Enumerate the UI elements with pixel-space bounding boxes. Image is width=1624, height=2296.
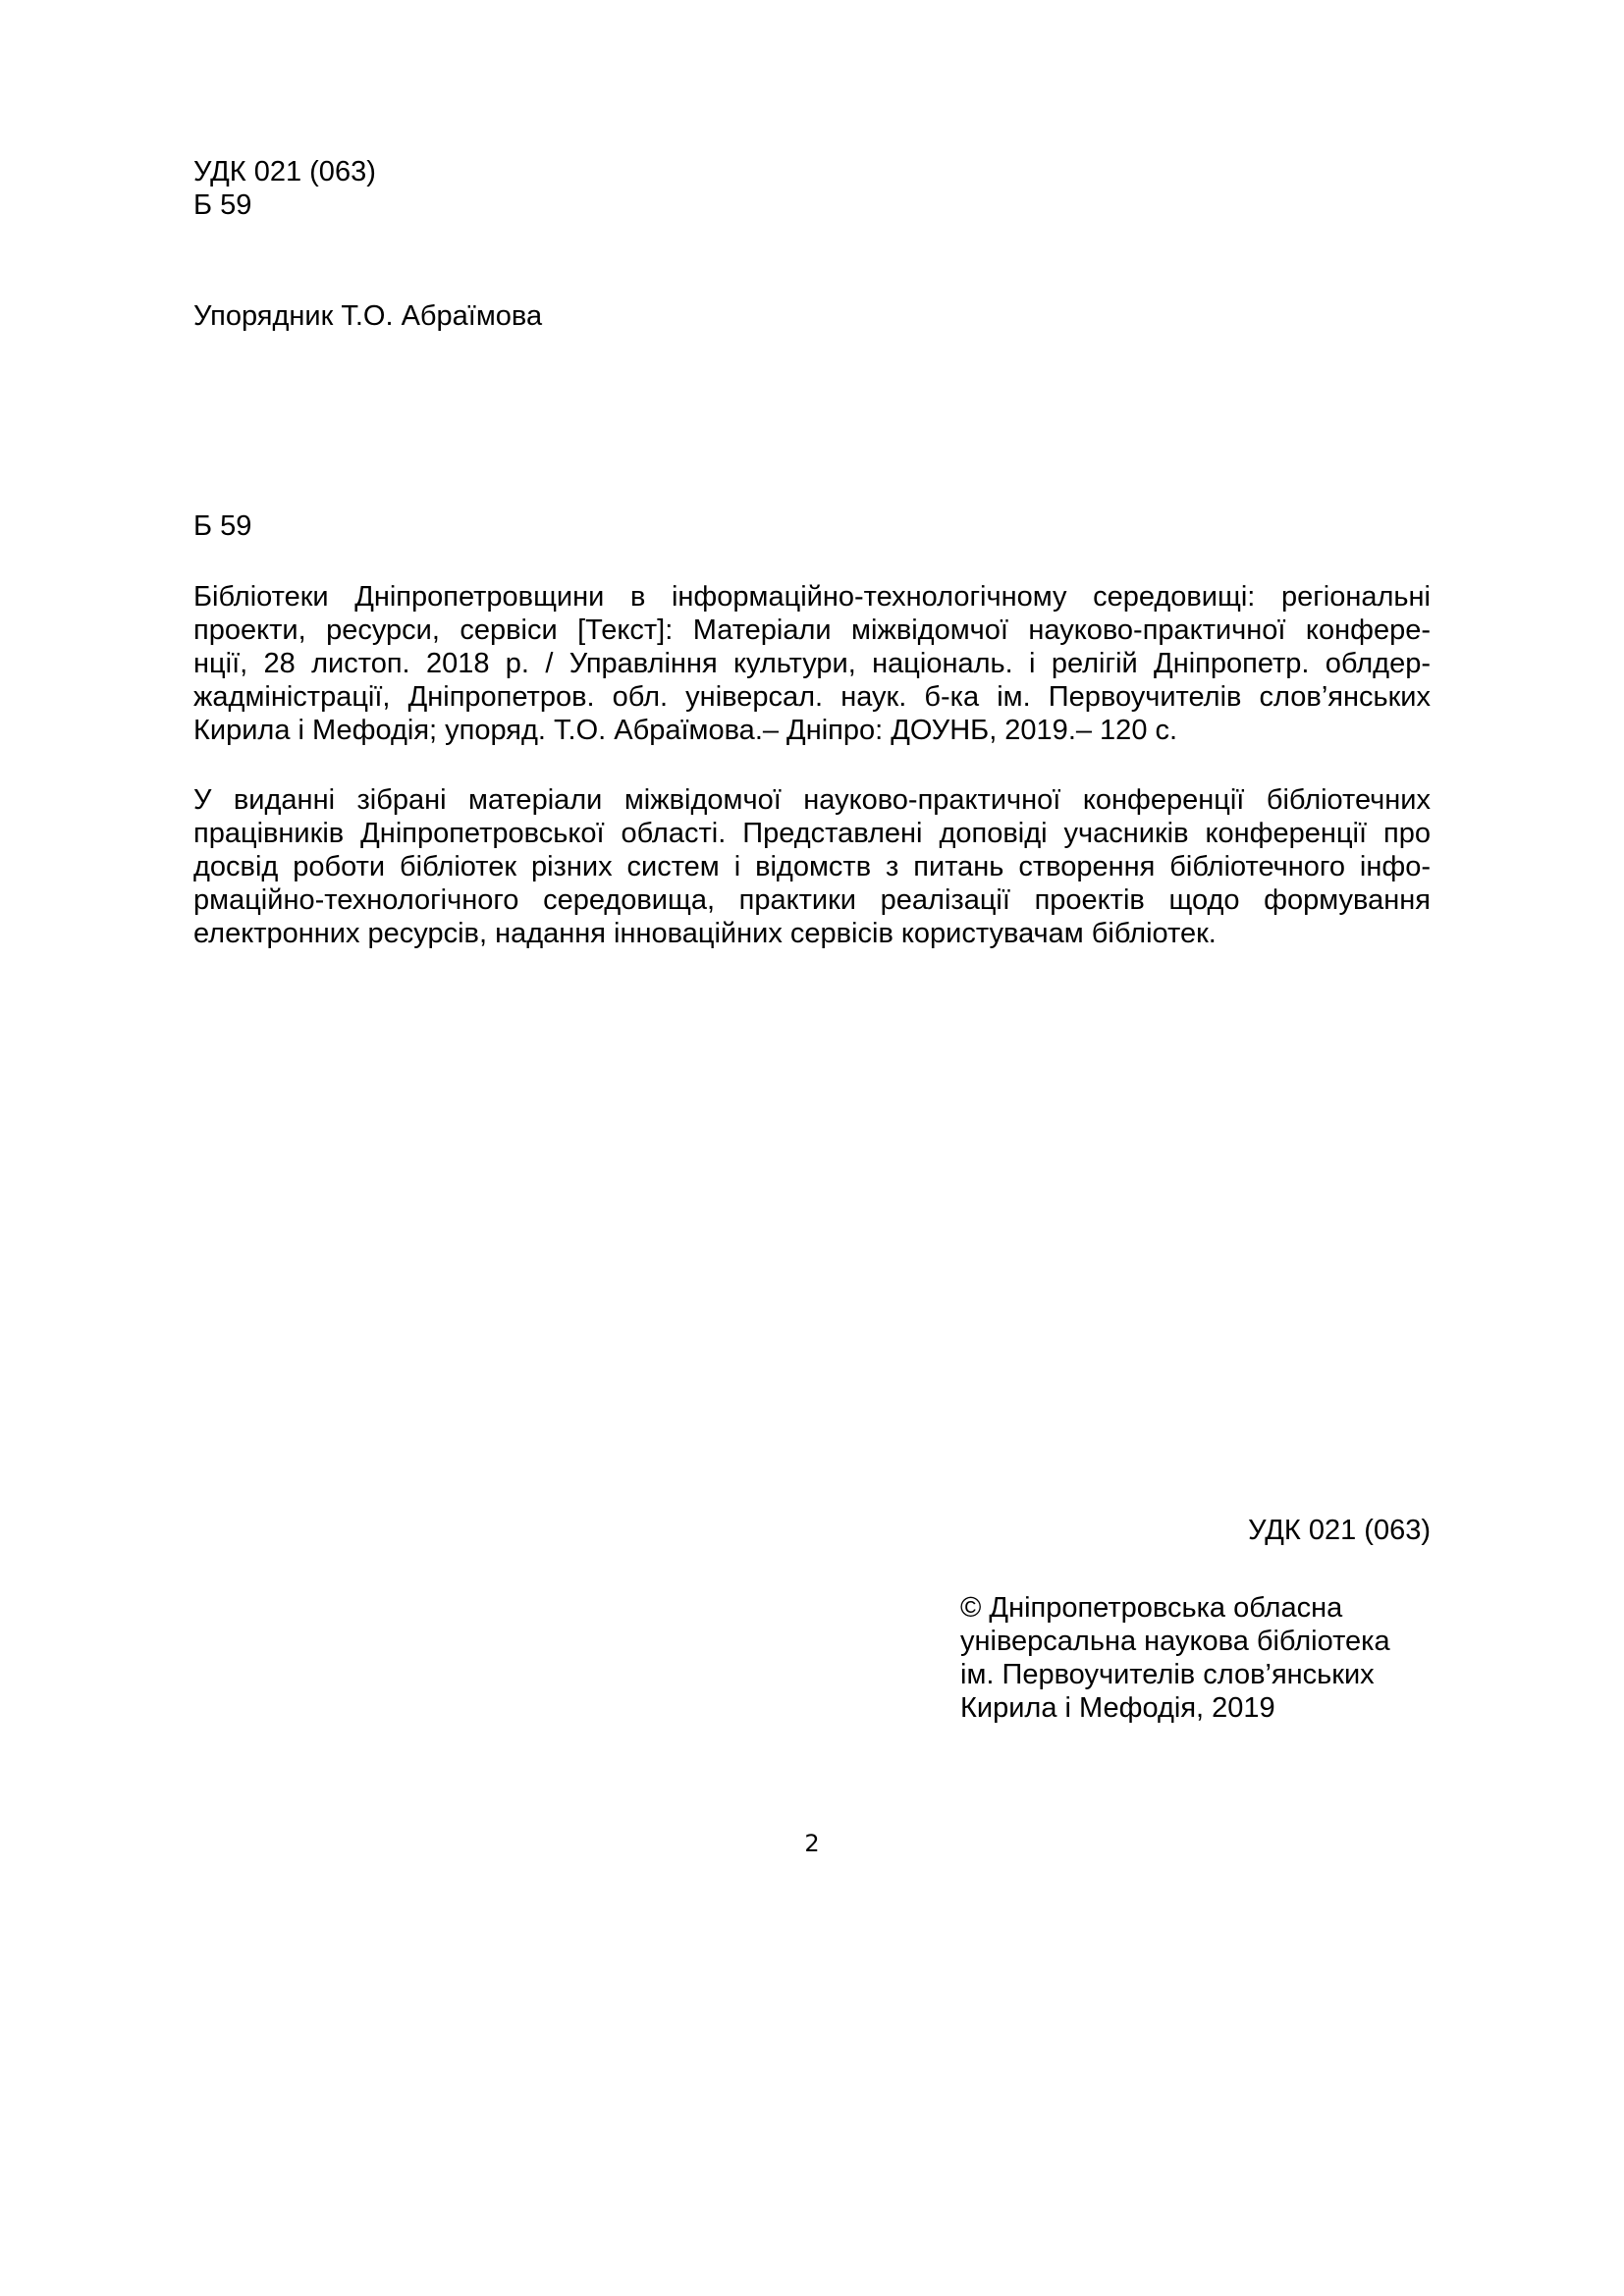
copyright-line: універсальна наукова бібліотека [960,1626,1390,1657]
bibliographic-line: Кирила і Мефодія; упоряд. Т.О. Абраїмова.– Дніпро: ДОУНБ, 2019.– 120 с. [193,715,1178,746]
compiler-text: Упорядник Т.О. Абраїмова [193,300,543,332]
udk-footer [1248,1514,1431,1547]
bibliographic-line: нції, 28 листоп. 2018 р. / Управління культури, національ. і релігій Дніпропетр. облдер- [193,648,1431,679]
udk-code: УДК 021 (063) [193,156,376,187]
annotation-line: У виданні зібрані матеріали міжвідомчої науково-практичної конференції бібліотечних [193,784,1431,816]
copyright-line: ім. Первоучителів слов’янських [960,1659,1375,1690]
compiler-line [193,299,1431,333]
bibliographic-description [193,580,1431,747]
bibliographic-line: Бібліотеки Дніпропетровщини в інформаційно-технологічному середовищі: регіональні [193,581,1431,613]
page-number [0,1827,1624,1860]
copyright-line: Кирила і Мефодія, 2019 [960,1692,1275,1724]
annotation [193,783,1431,950]
bibliographic-line: проекти, ресурси, сервіси [Текст]: Матеріали міжвідомчої науково-практичної конфере- [193,614,1431,646]
page-number-text: 2 [804,1830,820,1857]
annotation-line: рмаційно-технологічного середовища, практики реалізації проектів щодо формування [193,884,1431,916]
bibliographic-line: жадміністрації, Дніпропетров. обл. універсал. наук. б-ка ім. Первоучителів слов’янських [193,681,1431,713]
author-index: Б 59 [193,189,252,221]
copyright-block [960,1591,1471,1725]
copyright-line: © Дніпропетровська обласна [960,1592,1343,1624]
annotation-line: електронних ресурсів, надання інноваційних сервісів користувачам бібліотек. [193,918,1217,949]
catalog-index-text: Б 59 [193,510,252,542]
annotation-line: працівників Дніпропетровської області. Представлені доповіді учасників конференції про [193,818,1431,849]
udk-code-footer: УДК 021 (063) [1248,1515,1431,1546]
annotation-line: досвід роботи бібліотек різних систем і відомств з питань створення бібліотечного інфо- [193,851,1431,882]
catalog-index [193,509,1431,543]
udk-header [193,155,1431,222]
